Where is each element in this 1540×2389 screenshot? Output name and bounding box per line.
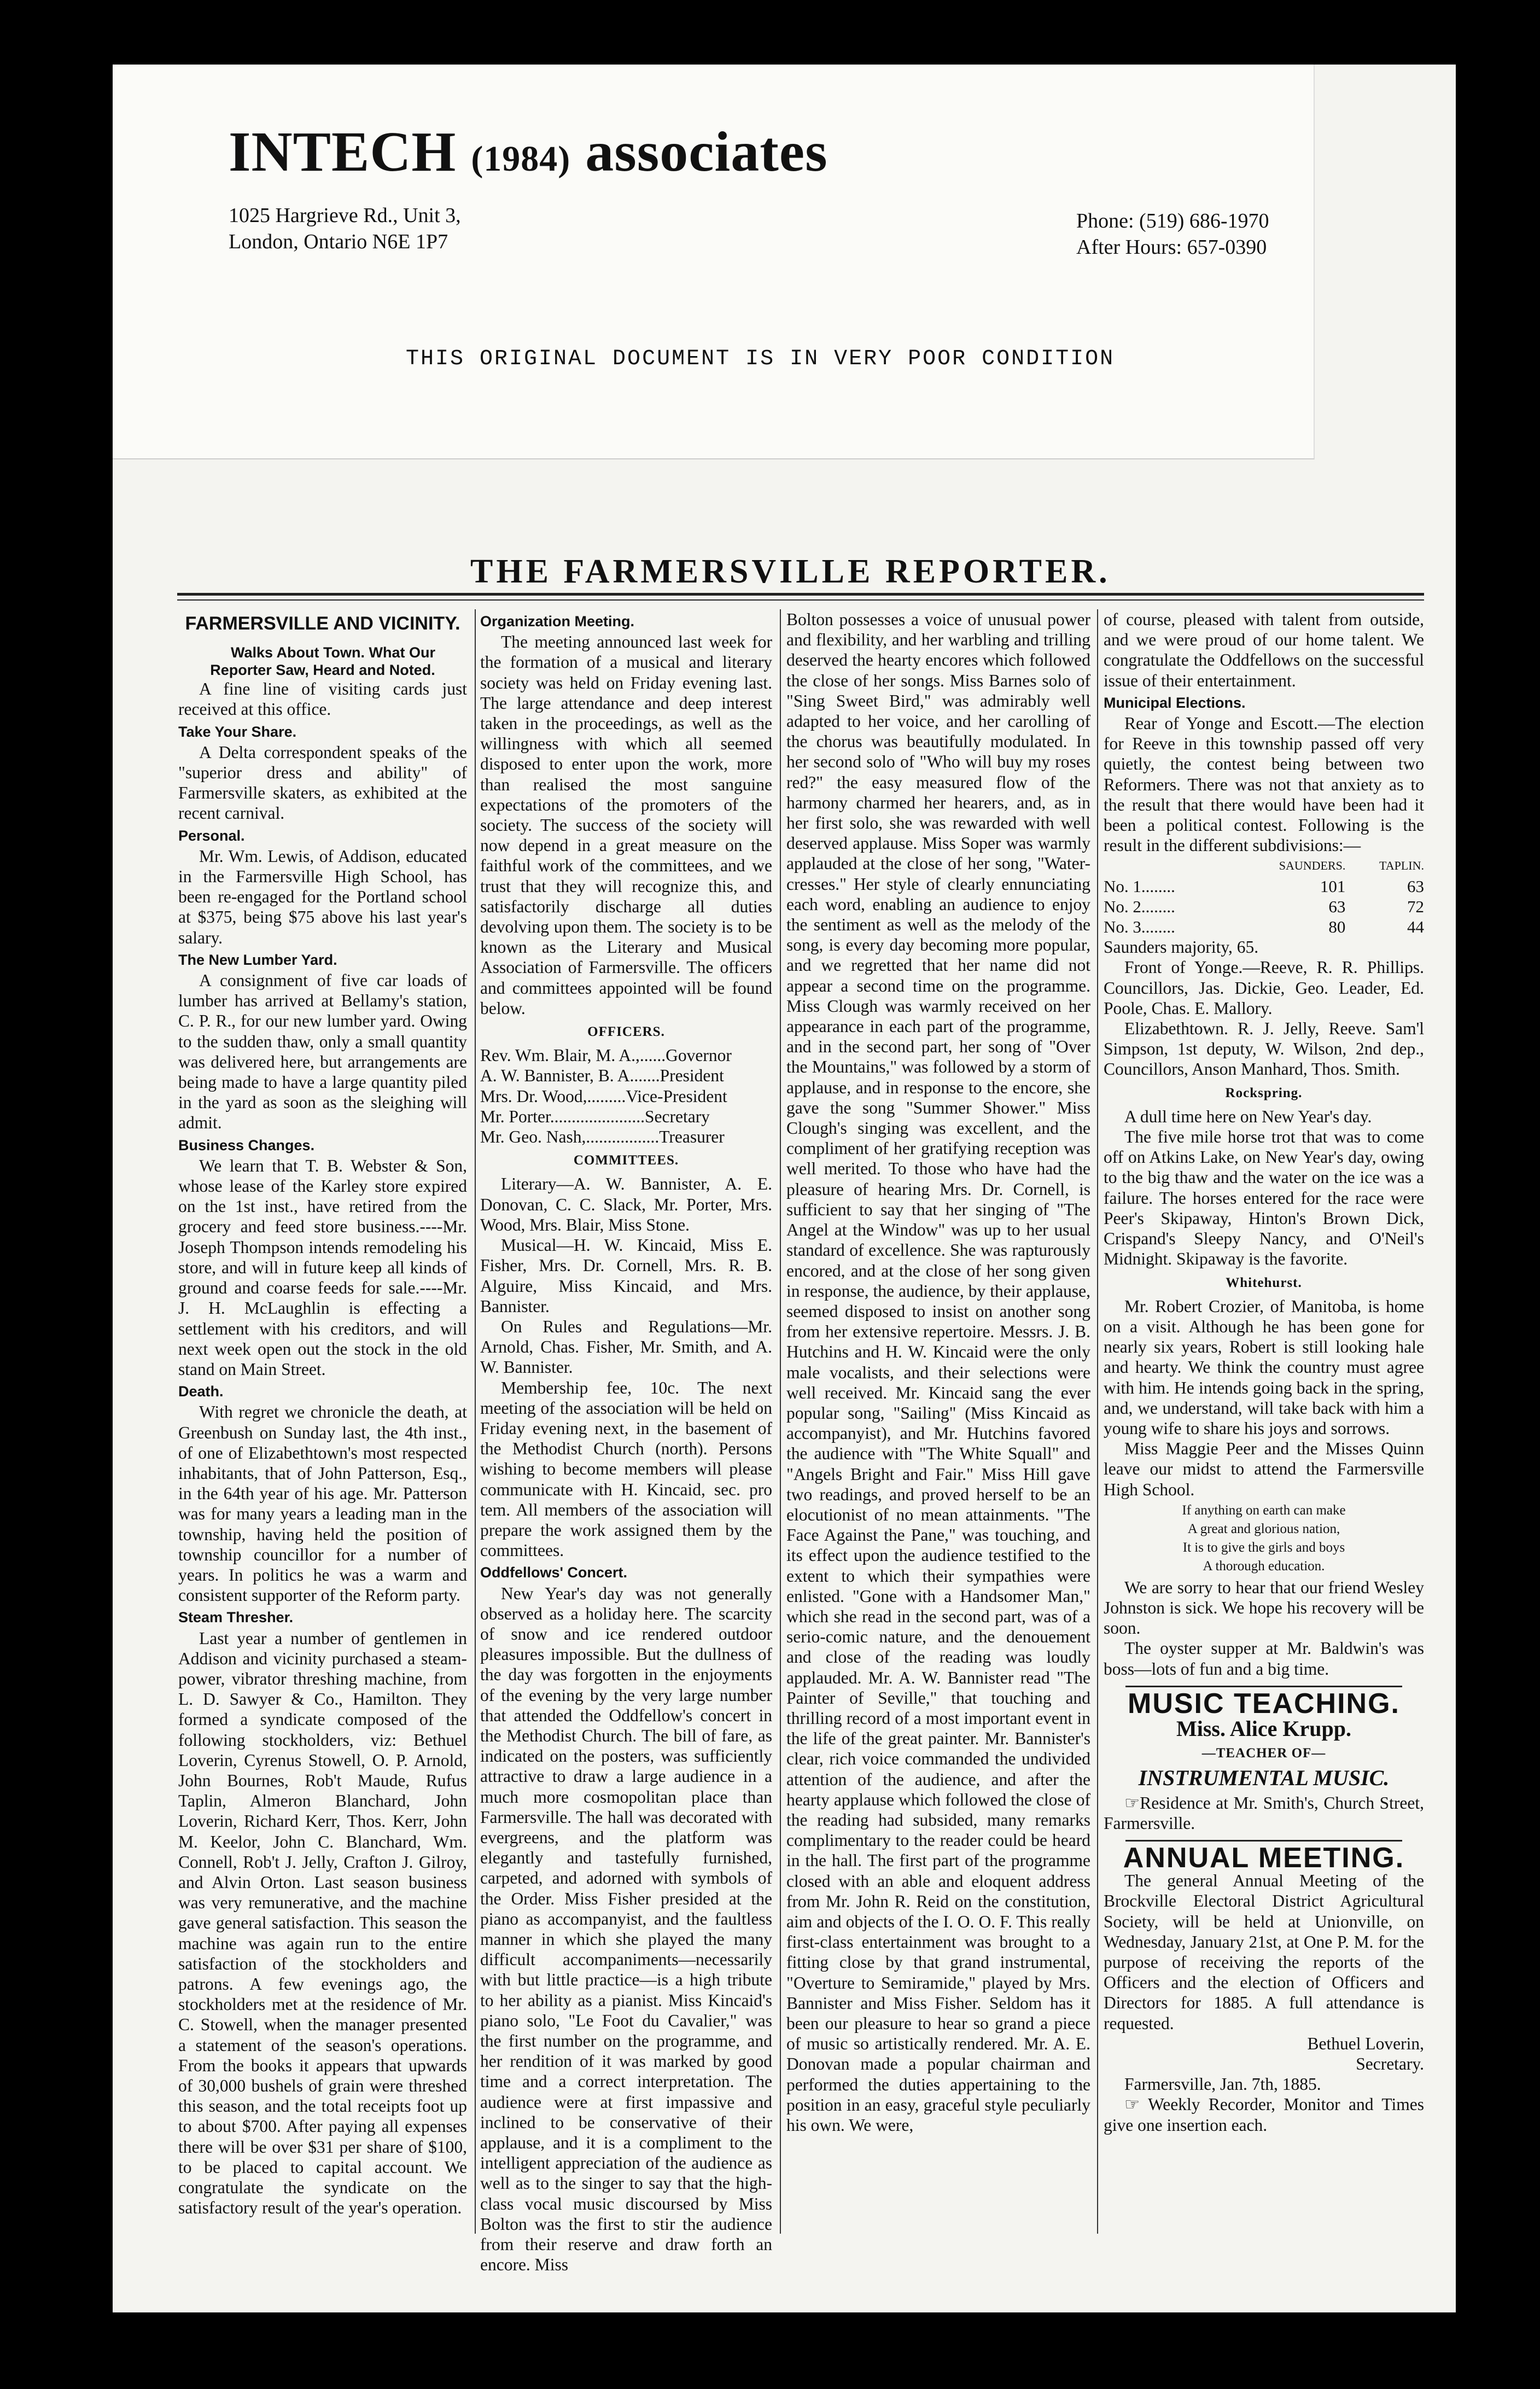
article-text: Membership fee, 10c. The next meeting of the association will be held on Friday evening next, in the basement of the Methodist Church (north). Persons wishing to become members will please communicate with H. Kincaid, sec. pro tem. All members of the association will prepare the work assigned them by the committees. — [480, 1378, 772, 1560]
column-1 — [178, 609, 467, 2239]
ad-subject: INSTRUMENTAL MUSIC. — [1138, 1765, 1390, 1791]
table-cell: 44 — [1407, 917, 1424, 937]
article-heading: Steam Thresher. — [178, 1609, 294, 1626]
article-text: of course, pleased with talent from outside, and we were proud of our home talent. We congratulate the Oddfellows on the successful issue of their entertainment. — [1104, 610, 1424, 690]
article-text: Musical—H. W. Kincaid, Miss E. Fisher, Mrs. Dr. Cornell, Mrs. R. B. Alguire, Miss Kincaid, and Mrs. Bannister. — [480, 1236, 772, 1316]
section-heading: Whitehurst. — [1226, 1275, 1302, 1290]
table-cell: No. 3........ — [1104, 917, 1175, 937]
ad-teacher-of: —TEACHER OF— — [1201, 1746, 1326, 1761]
article-text: The five mile horse trot that was to come off on Atkins Lake, on New Year's day, owing to the big thaw and the water on the ice was a failure. The horses entered for the race were Peer's Skipaway, Hinton's Brown Dick, Crispand's Sleepy Nancy, and O'Neil's Midnight. Skipaway is the favorite. — [1104, 1127, 1424, 1269]
article-text: Mr. Robert Crozier, of Manitoba, is home on a visit. Although he has been gone for nearly six years, Robert is still looking hale and hearty. We think the country must agree with him. He intends going back in the spring, and, we understand, will take back with him a young wife to share his joys and sorrows. — [1104, 1296, 1424, 1438]
masthead-rule — [177, 593, 1424, 596]
article-text: Bolton possesses a voice of unusual power and flexibility, and her warbling and trilling deserved the hearty encores which followed the close of her songs. Miss Barnes solo of "Sing Sweet Bird," was admirably well adapted to her voice, and her carolling of the chorus was beautifully modulated. In her second solo of "Who will buy my roses red?" the easy measured flow of the harmony charmed her hearers, and, as in her first solo, she was rewarded with well deserved applause. Miss Soper was warmly applauded at the close of her song, "Water-cresses." Her style of clearly ennunciating each word, enabling an audience to enjoy the sentiment as well as the melody of the song, is every day becoming more popular, and we regretted that her name did not appear a second time on the programme. Miss Clough was warmly received on her appearance in each part of the programme, and in the second part, her song of "Over the Mountains," was followed by a storm of applause, and in response to the encore, she gave the song "Summer Shower." Miss Clough's singing was excellent, and the compliment of her gratifying reception was well merited. To those who have had the pleasure of hearing Mrs. Dr. Cornell, is sufficient to say that her singing of "The Angel at the Window" was up to her usual standard of excellence. She was rapturously encored, and at the close of her song given in response, the audience, by their applause, seemed disposed to insist on another song from her extensive repertoire. Messrs. J. B. Hutchins and H. W. Kincaid were the only male vocalists, and their selections were well received. Mr. Kincaid sang the ever popular song, "Sailing" (Miss Kincaid as accompanyist), and Mr. Hutchins favored the audience with "The White Squall" and "Angels Bright and Fair." Miss Hill gave two readings, and proved herself to be an elocutionist of no mean attainments. "The Face Against the Pane," was touching, and its effect upon the audience testified to the extent to which their sympathies were enlisted. "Gone with a Handsomer Man," which she read in the second part, was of a serio-comic nature, and the denouement and close of the reading was loudly applauded. Mr. A. W. Bannister read "The Painter of Seville," that touching and thrilling record of a most important event in the life of the great painter. Mr. Bannister's clear, rich voice commanded the undivided attention of the audience, and after the hearty applause which followed the close of the reading had subsided, many remarks complimentary to the reader could be heard in the hall. The first part of the programme closed with an able and eloquent address from Mr. John R. Reid on the constitution, aim and objects of the I. O. O. F. This really first-class entertainment was brought to a fitting close by that grand instrumental, "Overture to Semiramide," played by Mrs. Bannister and Miss Fisher. Seldom has it been our pleasure to hear so grand a piece of music so artistically rendered. Mr. A. E. Donovan made a popular chairman and performed the duties appertaining to the position in an easy, graceful style peculiarly his own. We were, — [786, 610, 1090, 2135]
article-text: On Rules and Regulations—Mr. Arnold, Chas. Fisher, Mr. Smith, and A. W. Bannister. — [480, 1316, 772, 1377]
article-text: Mr. Wm. Lewis, of Addison, educated in the Farmersville High School, has been re-engaged for the Portland school at $375, being $75 above his last year's salary. — [178, 846, 467, 947]
article-text: The oyster supper at Mr. Baldwin's was boss—lots of fun and a big time. — [1104, 1639, 1424, 1679]
majority-line: Saunders majority, 65. — [1104, 937, 1259, 957]
article-text: A consignment of five car loads of lumber has arrived at Bellamy's station, C. P. R., for our new lumber yard. Owing to the sudden thaw, only a small quantity was delivered here, but arrangements are being made to have a large quantity piled in the yard as soon as the sleighing will admit. — [178, 971, 467, 1133]
article-heading: Take Your Share. — [178, 723, 297, 740]
article-text: The meeting announced last week for the formation of a musical and literary society was held on Friday evening last. The large attendance and deep interest taken in the proceedings, as well as the willingness with which all seemed disposed to enter upon the work, more than realised the most sanguine expectations of the promoters of the society. The success of the society will now depend in a great measure on the faithful work of the committees, and we trust that they will recognize this, and satisfactorily discharge all duties devolving upon them. The society is to be known as the Literary and Musical Association of Farmersville. The officers and committees appointed will be found below. — [480, 632, 772, 1018]
article-heading: Organization Meeting. — [480, 613, 635, 630]
ad-title: MUSIC TEACHING. — [1128, 1687, 1400, 1720]
divider — [1125, 1840, 1402, 1842]
article-text: ☞ Weekly Recorder, Monitor and Times give one insertion each. — [1104, 2095, 1424, 2135]
article-text: Literary—A. W. Bannister, A. E. Donovan, C. C. Slack, Mr. Porter, Mrs. Wood, Mrs. Blair, Miss Stone. — [480, 1174, 772, 1234]
phone-number: Phone: (519) 686-1970 — [1076, 209, 1269, 232]
article-text: Front of Yonge.—Reeve, R. R. Phillips. Councillors, Jas. Dickie, Geo. Leader, Ed. Poole, Chas. E. Mallory. — [1104, 958, 1424, 1018]
section-heading: FARMERSVILLE AND VICINITY. — [185, 613, 460, 634]
table-cell: No. 1........ — [1104, 876, 1175, 896]
newspaper-masthead: THE FARMERSVILLE REPORTER. — [470, 553, 1111, 590]
verse-line: If anything on earth can make — [1182, 1502, 1346, 1518]
article-heading: The New Lumber Yard. — [178, 951, 337, 968]
table-cell: 72 — [1407, 896, 1424, 916]
address-line-2: London, Ontario N6E 1P7 — [229, 230, 448, 253]
table-header-cell: SAUNDERS. — [1279, 859, 1346, 873]
verse-line: It is to give the girls and boys — [1182, 1540, 1345, 1555]
table-row — [1104, 896, 1424, 917]
brand-name: INTECH — [229, 120, 457, 183]
article-text: Elizabethtown. R. J. Jelly, Reeve. Sam'l Simpson, 1st deputy, W. Wilson, 2nd dep., Councillors, Anson Manhard, Thos. Smith. — [1104, 1019, 1424, 1079]
article-text: Miss Maggie Peer and the Misses Quinn leave our midst to attend the Farmersville High School. — [1104, 1439, 1424, 1499]
table-cell: 63 — [1407, 876, 1424, 896]
table-cell: 101 — [1320, 876, 1346, 896]
article-text: A Delta correspondent speaks of the "superior dress and ability" of Farmersville skaters, as exhibited at the recent carnival. — [178, 742, 467, 823]
article-text: The general Annual Meeting of the Brockville Electoral District Agricultural Society, will be held at Unionville, on Wednesday, January 21st, at One P. M. for the purpose of receiving the reports of the Officers and the election of Officers and Directors for 1885. A full attendance is requested. — [1104, 1871, 1424, 2033]
officer-line: Mr. Porter......................Secretary — [480, 1106, 710, 1126]
article-text: New Year's day was not generally observed as a holiday here. The scarcity of snow and ice rendered outdoor pleasures impossible. But the dullness of the day was forgotten in the enjoyments of the evening by the very large number that attended the Oddfellow's concert in the Methodist Church. The bill of fare, as indicated on the posters, was sufficiently attractive to draw a large audience in a much more cosmopolitan place than Farmersville. The hall was decorated with evergreens, and the platform was elegantly and tastefully furnished, carpeted, and adorned with symbols of the Order. Miss Fisher presided at the piano as accompanyist, and the faultless manner in which she played the many difficult accompaniments—necessarily with but little practice—is a high tribute to her ability as a pianist. Miss Kincaid's piano solo, "Le Foot du Cavalier," was the first number on the programme, and her rendition of it was marked by good time and a correct interpretation. The audience were at first impassive and inclined to be conservative of their applause, and it is a compliment to the intelligent appreciation of the audience as well as to the singer to say that the high-class vocal music discoursed by Miss Bolton was the first to stir the audience from their reserve and draw forth an encore. Miss — [480, 1583, 772, 2275]
ad-name: Miss. Alice Krupp. — [1176, 1716, 1352, 1741]
table-header-row — [1104, 855, 1424, 876]
article-text: A dull time here on New Year's day. — [1124, 1106, 1372, 1126]
table-header-cell: TAPLIN. — [1379, 859, 1424, 873]
table-cell: 63 — [1328, 896, 1346, 916]
column-divider — [780, 609, 781, 2234]
column-divider — [1097, 609, 1098, 2234]
article-text: A fine line of visiting cards just received at this office. — [178, 679, 467, 719]
column-4 — [1104, 609, 1424, 2239]
ad-residence: ☞Residence at Mr. Smith's, Church Street, Farmersville. — [1104, 1793, 1424, 1833]
divider — [1125, 1686, 1402, 1687]
masthead-rule-thin — [177, 599, 1424, 601]
meeting-date: Farmersville, Jan. 7th, 1885. — [1124, 2075, 1321, 2094]
signature-title: Secretary. — [1356, 2054, 1424, 2073]
condition-notice: THIS ORIGINAL DOCUMENT IS IN VERY POOR CONDITION — [406, 347, 1115, 371]
table-cell: 80 — [1328, 917, 1346, 937]
table-row — [1104, 917, 1424, 937]
table-header-cell — [1104, 855, 1229, 876]
article-text: With regret we chronicle the death, at Greenbush on Sunday last, the 4th inst., of one of Elizabethtown's most respected inhabitants, that of John Patterson, Esq., in the 64th year of his age. Mr. Patterson was for many years a leading man in the township, having held the position of township councillor for a number of years. In politics he was a warm and consistent supporter of the Reform party. — [178, 1402, 467, 1605]
article-text: Last year a number of gentlemen in Addison and vicinity purchased a steam-power, vibrator threshing machine, from L. D. Sawyer & Co., Hamilton. They formed a syndicate composed of the following stockholders, viz: Bethuel Loverin, Cyrenus Stowell, O. P. Arnold, John Bournes, Rob't Maude, Rufus Taplin, Almeron Blanchard, John Loverin, Richard Kerr, Thos. Kerr, John M. Keelor, John C. Blanchard, Wm. Connell, Rob't J. Jelly, Crafton J. Gilroy, and Alvin Orton. Last season business was very remunerative, and the machine gave general satisfaction. This season the machine was again run to the entire satisfaction of the stockholders and patrons. A few evenings ago, the stockholders met at the residence of Mr. C. Stowell, when the manager presented a statement of the season's operations. From the books it appears that upwards of 30,000 bushels of grain were threshed this season, and the total receipts foot up to about $700. After paying all expenses there will be over $31 per share of $100, to be placed to capital account. We congratulate the syndicate on the satisfactory result of the year's operation. — [178, 1628, 467, 2218]
section-subheading: Walks About Town. What Our Reporter Saw, Heard and Noted. — [210, 644, 435, 679]
brand-suffix: associates — [585, 120, 828, 183]
brand-year: (1984) — [471, 139, 571, 179]
article-heading: Business Changes. — [178, 1137, 315, 1153]
meeting-title: ANNUAL MEETING. — [1123, 1842, 1405, 1874]
election-results-table — [1104, 855, 1424, 937]
officer-line: A. W. Bannister, B. A.......President — [480, 1066, 724, 1086]
company-phone — [1076, 208, 1269, 260]
article-heading: Municipal Elections. — [1104, 694, 1246, 711]
table-cell: No. 2........ — [1104, 896, 1175, 916]
section-heading: Rockspring. — [1225, 1085, 1303, 1100]
column-divider — [475, 609, 476, 2234]
article-text: We are sorry to hear that our friend Wesley Johnston is sick. We hope his recovery will be soon. — [1104, 1577, 1424, 1638]
company-name — [229, 119, 828, 184]
officer-line: Rev. Wm. Blair, M. A.,......Governor — [480, 1046, 732, 1065]
address-line-1: 1025 Hargrieve Rd., Unit 3, — [229, 204, 461, 227]
article-text: Rear of Yonge and Escott.—The election for Reeve in this township passed off very quietly, the contest being between two Reformers. There was not that anxiety as to the result that there would have been had it been a political contest. Following is the result in the different subdivisions:— — [1104, 714, 1424, 855]
officer-line: Mrs. Dr. Wood,.........Vice-President — [480, 1086, 727, 1106]
company-address — [229, 202, 461, 255]
article-heading: Death. — [178, 1383, 224, 1400]
table-row — [1104, 876, 1424, 896]
officer-line: Mr. Geo. Nash,.................Treasurer — [480, 1127, 725, 1147]
article-heading: Personal. — [178, 827, 245, 844]
signature-name: Bethuel Loverin, — [1307, 2033, 1424, 2053]
officers-title: OFFICERS. — [587, 1024, 665, 1040]
committees-title: COMMITTEES. — [573, 1153, 679, 1168]
article-heading: Oddfellows' Concert. — [480, 1564, 627, 1581]
article-text: We learn that T. B. Webster & Son, whose lease of the Karley store expired on the 1st inst., have retired from the grocery and feed store business.----Mr. Joseph Thompson intends remodeling his store, and will in future keep all kinds of ground and coarse feeds for sale.----Mr. J. H. McLaughlin is effecting a settlement with his creditors, and will next week open out the stock in the old stand on Main Street. — [178, 1156, 467, 1379]
verse-line: A thorough education. — [1203, 1558, 1325, 1574]
column-3 — [786, 609, 1090, 2239]
column-2 — [480, 609, 772, 2275]
verse-line: A great and glorious nation, — [1187, 1521, 1340, 1536]
after-hours-number: After Hours: 657-0390 — [1076, 236, 1267, 259]
